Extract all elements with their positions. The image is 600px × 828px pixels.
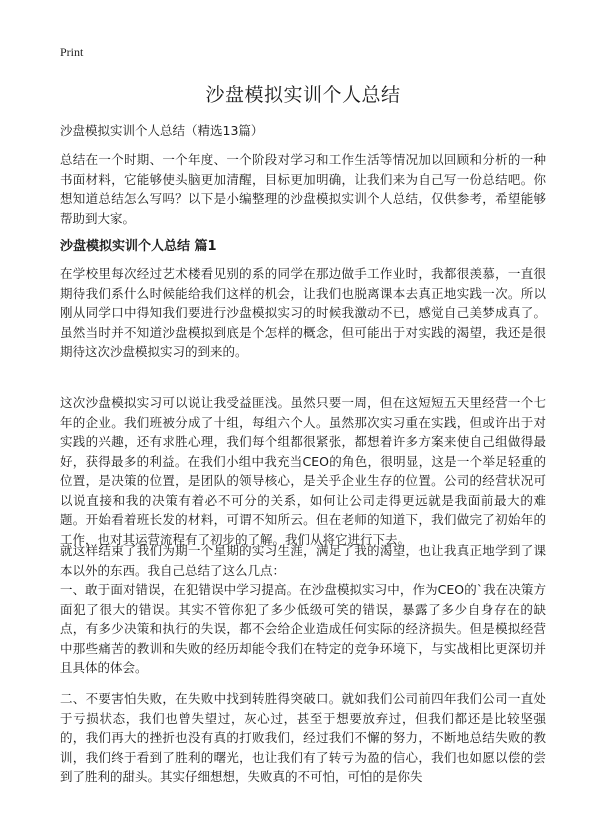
body-paragraph: 这次沙盘模拟实习可以说让我受益匪浅。虽然只要一周，但在这短短五天里经营一个七年的企业。我们班被分成了十组，每组六个人。虽然那次实习重在实践，但或许出于对实践的兴趣，还有求胜心理，我们每个组都很紧张，都想着许多方案来使自己组做得最好，获得最多的利益。在我们小组中我充当CEO的角色，很明显，这是一个举足轻重的位置，是决策的位置，是团队的领导核心，是关乎企业生存的位置。公司的经营状况可以说直接和我的决策有着必不可分的关系，如何让公司走得更远就是我面前最大的难题。开始看着班长发的材料，可谓不知所云。但在老师的知道下，我们做完了初始年的工作，也对其运营流程有了初步的了解。我们从将它进行下去。 xyxy=(60,395,546,547)
print-link[interactable]: Print xyxy=(60,45,84,59)
body-paragraph: 就这样结束了我们为期一个星期的实习生涯，满足了我的渴望，也让我真正地学到了课本以外的东西。我自己总结了这么几点： xyxy=(60,543,546,578)
body-paragraph: 二、不要害怕失败，在失败中找到转胜得突破口。就如我们公司前四年我们公司一直处于亏损状态，我们也曾失望过，灰心过，甚至于想要放弃过，但我们都还是比较坚强的，我们再大的挫折也没有真的打败我们，经过我们不懈的努力，不断地总结失败的教训，我们终于看到了胜利的曙光，也让我们有了转亏为盈的信心，我们也如愿以偿的尝到了胜利的甜头。其实仔细想想，失败真的不可怕，可怕的是你失 xyxy=(60,691,546,784)
body-paragraph: 一、敢于面对错误，在犯错误中学习提高。在沙盘模拟实习中，作为CEO的`我在决策方面犯了很大的错误。其实不管你犯了多少低级可笑的错误，暴露了多少自身存在的缺点，有多少决策和执行的失误，都不会给企业造成任何实际的经济损失。但是模拟经营中那些痛苦的教训和失败的经历却能令我们在特定的竞争环境下，与实战相比更深切并且具体的体会。 xyxy=(60,582,546,675)
section-heading: 沙盘模拟实训个人总结 篇1 xyxy=(60,239,217,254)
body-paragraph: 在学校里每次经过艺术楼看见别的系的同学在那边做手工作业时，我都很羡慕，一直很期待我们系什么时候能给我们这样的机会，让我们也脱离课本去真正地实践一次。所以刚从同学口中得知我们要进行沙盘模拟实习的时候我激动不已，感觉自己美梦成真了。虽然当时并不知道沙盘模拟到底是个怎样的概念，但可能出于对实践的渴望，我还是很期待这次沙盘模拟实习的到来的。 xyxy=(60,266,546,359)
article-subtitle: 沙盘模拟实训个人总结（精选13篇） xyxy=(60,123,264,138)
page-title: 沙盘模拟实训个人总结 xyxy=(205,84,401,106)
intro-paragraph: 总结在一个时期、一个年度、一个阶段对学习和工作生活等情况加以回顾和分析的一种书面材料，它能够使头脑更加清醒，目标更加明确，让我们来为自己写一份总结吧。你想知道总结怎么写吗？以下是小编整理的沙盘模拟实训个人总结，仅供参考，希望能够帮助到大家。 xyxy=(60,152,546,226)
